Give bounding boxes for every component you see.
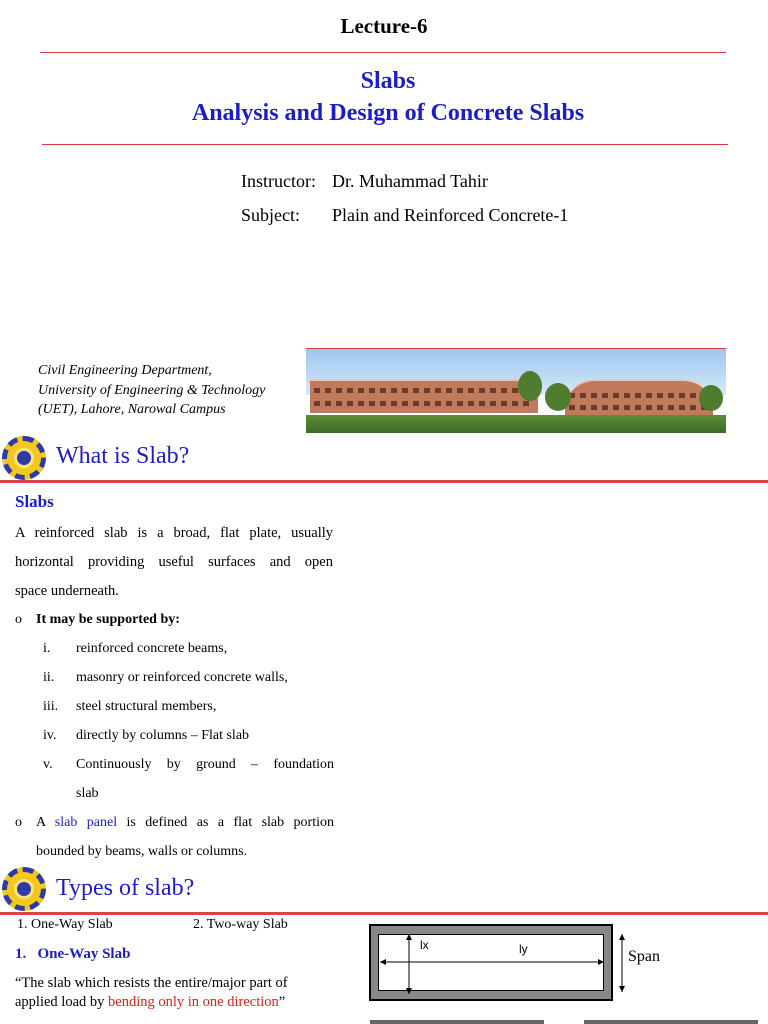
department-text: Civil Engineering Department, xyxy=(38,363,212,378)
next-diagram-edge xyxy=(584,1020,758,1024)
lx-label: lx xyxy=(420,938,429,952)
slab-panel-line xyxy=(36,815,334,831)
subject-name: Plain and Reinforced Concrete-1 xyxy=(332,205,569,225)
list-item xyxy=(43,641,334,657)
next-diagram-edge xyxy=(370,1020,544,1024)
slab-panel-term: slab panel xyxy=(54,815,118,830)
type-two-way: 2. Two-way Slab xyxy=(193,917,288,932)
list-item xyxy=(43,670,334,686)
one-way-slab-diagram xyxy=(364,920,654,1004)
item-text: directly by columns – Flat slab xyxy=(76,728,250,743)
slab-panel-bullet xyxy=(15,815,334,831)
span-arrow-bottom xyxy=(619,986,625,992)
slab-definition-line-1: A reinforced slab is a broad, flat plate, usually xyxy=(15,525,333,541)
campus-text: (UET), Lahore, Narowal Campus xyxy=(38,402,226,417)
item-text: reinforced concrete beams, xyxy=(76,641,228,656)
section-divider-2 xyxy=(0,912,768,915)
subject-row xyxy=(241,205,568,226)
slide-title-analysis: Analysis and Design of Concrete Slabs xyxy=(191,100,585,126)
title-divider-top xyxy=(40,52,726,53)
item-text-continued: slab xyxy=(76,786,99,801)
item-number: v. xyxy=(43,757,53,772)
slabs-subheading: Slabs xyxy=(15,492,54,511)
supported-by-text: It may be supported by: xyxy=(36,612,180,627)
item-number: i. xyxy=(43,641,51,656)
slab-panel-line-2: bounded by beams, walls or columns. xyxy=(36,844,248,859)
university-logo-icon xyxy=(2,436,46,480)
one-way-title: One-Way Slab xyxy=(37,946,131,962)
list-item xyxy=(43,728,334,744)
lecture-title: Lecture-6 xyxy=(340,14,428,38)
item-number: ii. xyxy=(43,670,55,685)
section-divider-1 xyxy=(0,480,768,483)
type-one-way: 1. One-Way Slab xyxy=(17,917,113,932)
slide-title-slabs: Slabs xyxy=(360,68,416,94)
item-text: Continuously by ground – foundation xyxy=(76,757,334,772)
item-text: steel structural members, xyxy=(76,699,217,714)
bullet-marker: o xyxy=(15,815,22,830)
ly-arrow-right xyxy=(598,959,604,965)
quote-emphasis: bending only in one direction xyxy=(108,994,279,1010)
span-label: Span xyxy=(628,948,660,965)
one-way-definition-line-1: “The slab which resists the entire/major part of xyxy=(15,975,288,991)
what-is-slab-heading: What is Slab? xyxy=(56,443,190,469)
department-block xyxy=(38,361,265,420)
one-way-definition-line-2 xyxy=(15,994,285,1011)
university-text: University of Engineering & Technology xyxy=(38,382,266,398)
list-item-continuation xyxy=(43,786,334,802)
ly-label: ly xyxy=(519,942,528,956)
slab-definition-line-2: horizontal providing useful surfaces and open xyxy=(15,554,333,570)
slab-panel-pre: A xyxy=(36,815,55,830)
instructor-name: Dr. Muhammad Tahir xyxy=(332,171,488,191)
quote-post: ” xyxy=(278,994,286,1010)
supported-by-bullet xyxy=(15,612,180,628)
university-logo-icon xyxy=(2,867,46,911)
item-number: iv. xyxy=(43,728,57,743)
instructor-row xyxy=(241,171,488,192)
one-way-number: 1. xyxy=(15,946,27,962)
lx-arrow-bottom xyxy=(406,988,412,994)
ly-arrow-left xyxy=(380,959,386,965)
item-text: masonry or reinforced concrete walls, xyxy=(76,670,288,685)
item-number: iii. xyxy=(43,699,59,714)
list-item xyxy=(43,699,334,715)
lx-arrow-top xyxy=(406,934,412,940)
title-divider-bottom xyxy=(42,144,728,145)
one-way-slab-heading xyxy=(15,946,130,963)
instructor-label: Instructor: xyxy=(241,171,316,191)
bullet-marker: o xyxy=(15,612,22,627)
dimension-lines xyxy=(364,920,654,1004)
campus-photo-right xyxy=(543,349,726,433)
slab-definition-line-3: space underneath. xyxy=(15,583,119,599)
span-arrow-top xyxy=(619,934,625,940)
subject-label: Subject: xyxy=(241,205,300,225)
types-of-slab-heading: Types of slab? xyxy=(56,875,195,901)
list-item xyxy=(43,757,334,773)
quote-pre: applied load by xyxy=(15,994,109,1010)
campus-photo-left xyxy=(306,349,543,433)
slab-panel-post: is defined as a flat slab portion xyxy=(117,815,334,830)
